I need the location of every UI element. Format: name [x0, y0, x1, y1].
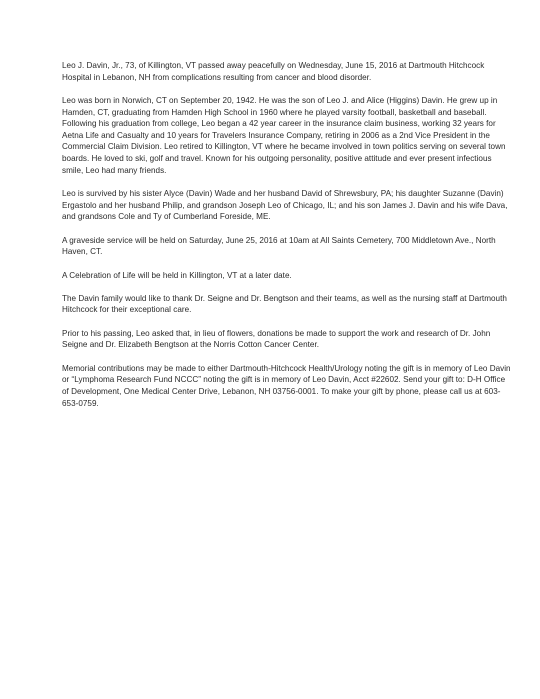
obituary-text	[62, 60, 514, 421]
paragraph-biography: Leo was born in Norwich, CT on September 20, 1942. He was the son of Leo J. and Alice (Higgins) Davin. He grew up in Hamden, CT, graduating from Hamden High School in 1960 where he played varsity football, basketball and baseball. Following his graduation from college, Leo began a 42 year career in the insurance claim business, working 32 years for Aetna Life and Casualty and 10 years for Travelers Insurance Company, retiring in 2006 as a 2nd Vice President in the Commercial Claim Division. Leo retired to Killington, VT where he became involved in town politics serving on several town boards. He loved to ski, golf and travel. Known for his outgoing personality, positive attitude and ever present infectious smile, Leo had many friends.	[62, 95, 506, 175]
paragraph-celebration-of-life: A Celebration of Life will be held in Killington, VT at a later date.	[62, 270, 292, 280]
paragraph-graveside-service: A graveside service will be held on Saturday, June 25, 2016 at 10am at All Saints Cemetery, 700 Middletown Ave., North Haven, CT.	[62, 235, 496, 257]
paragraph-thanks: The Davin family would like to thank Dr. Seigne and Dr. Bengtson and their teams, as well as the nursing staff at Dartmouth Hitchcock for their exceptional care.	[62, 293, 507, 315]
paragraph-passing: Leo J. Davin, Jr., 73, of Killington, VT passed away peacefully on Wednesday, June 15, 2016 at Dartmouth Hitchcock Hospital in Lebanon, NH from complications resulting from cancer and blood disorder.	[62, 61, 485, 82]
paragraph-memorial-contributions: Memorial contributions may be made to either Dartmouth-Hitchcock Health/Urology noting the gift is in memory of Leo Davin or “Lymphoma Research Fund NCCC” noting the gift is in memory of Leo Davin, Acct #22602. Send your gift to: D-H Office of Development, One Medical Center Drive, Lebanon, NH 03756-0001. To make your gift by phone, please call us at 603-653-0759.	[62, 363, 511, 408]
paragraph-donations-request: Prior to his passing, Leo asked that, in lieu of flowers, donations be made to support the work and research of Dr. John Seigne and Dr. Elizabeth Bengtson at the Norris Cotton Cancer Center.	[62, 328, 491, 350]
paragraph-survivors: Leo is survived by his sister Alyce (Davin) Wade and her husband David of Shrewsbury, PA; his daughter Suzanne (Davin) Ergastolo and her husband Philip, and grandson Joseph Leo of Chicago, IL; and his son James J. Davin and his wife Dava, and grandsons Cole and Ty of Cumberland Foreside, ME.	[62, 188, 508, 222]
